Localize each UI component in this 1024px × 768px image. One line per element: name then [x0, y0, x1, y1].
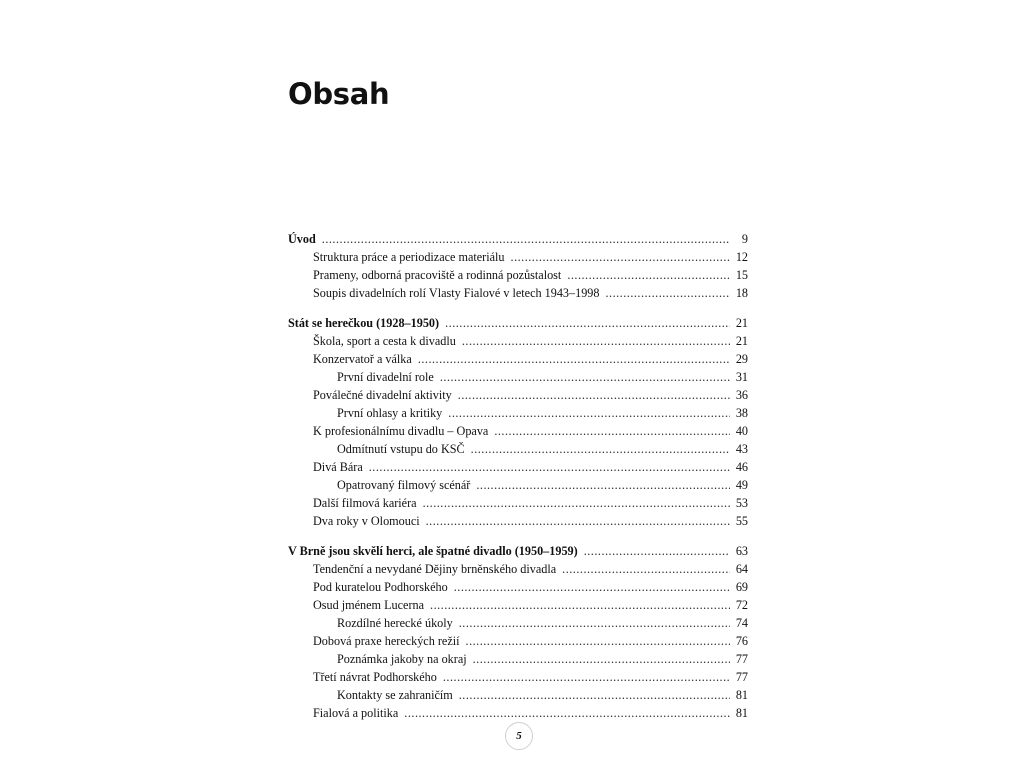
toc-entry-page: 43 — [735, 442, 748, 456]
toc-entry — [288, 266, 748, 284]
toc-entry — [288, 512, 748, 530]
toc-entry-page: 77 — [735, 670, 748, 684]
dot-leader — [473, 650, 730, 668]
toc-entry-page: 74 — [735, 616, 748, 630]
toc-entry — [288, 542, 748, 560]
toc-entry-label: Poznámka jakoby na okraj — [337, 652, 467, 666]
dot-leader — [494, 422, 730, 440]
toc-entry-page: 29 — [735, 352, 748, 366]
toc-entry-page: 63 — [735, 544, 748, 558]
toc-entry — [288, 686, 748, 704]
toc-entry — [288, 368, 748, 386]
toc-entry-label: První ohlasy a kritiky — [337, 406, 443, 420]
toc-entry — [288, 440, 748, 458]
toc-entry — [288, 284, 748, 302]
toc-entry-page: 21 — [735, 316, 748, 330]
toc-entry-label: Kontakty se zahraničím — [337, 688, 453, 702]
toc-entry-page: 18 — [735, 286, 748, 300]
dot-leader — [454, 578, 730, 596]
toc-entry-page: 40 — [735, 424, 748, 438]
toc-entry-page: 9 — [741, 232, 748, 246]
dot-leader — [476, 476, 730, 494]
toc-entry-page: 46 — [735, 460, 748, 474]
toc-entry-label: V Brně jsou skvělí herci, ale špatné divadlo (1950–1959) — [288, 544, 578, 558]
dot-leader — [404, 704, 730, 722]
dot-leader — [322, 230, 730, 248]
toc-entry-page: 55 — [735, 514, 748, 528]
toc-entry-label: Fialová a politika — [313, 706, 399, 720]
dot-leader — [418, 350, 730, 368]
toc-entry-label: Osud jménem Lucerna — [313, 598, 425, 612]
toc-entry-label: Tendenční a nevydané Dějiny brněnského divadla — [313, 562, 557, 576]
toc-entry — [288, 596, 748, 614]
page-title: Obsah — [288, 77, 390, 111]
toc-entry-page: 12 — [735, 250, 748, 264]
toc-entry — [288, 332, 748, 350]
dot-leader — [605, 284, 730, 302]
dot-leader — [462, 332, 730, 350]
toc-entry-page: 76 — [735, 634, 748, 648]
toc-entry-label: Rozdílné herecké úkoly — [337, 616, 453, 630]
toc-entry — [288, 248, 748, 266]
dot-leader — [567, 266, 730, 284]
table-of-contents — [288, 230, 748, 722]
toc-entry — [288, 632, 748, 650]
toc-entry-page: 72 — [735, 598, 748, 612]
toc-entry-page: 77 — [735, 652, 748, 666]
toc-entry-page: 69 — [735, 580, 748, 594]
dot-leader — [459, 614, 730, 632]
toc-entry-label: Odmítnutí vstupu do KSČ — [337, 442, 465, 456]
toc-entry-page: 36 — [735, 388, 748, 402]
toc-entry-label: Poválečné divadelní aktivity — [313, 388, 452, 402]
toc-entry — [288, 704, 748, 722]
toc-entry-label: Dobová praxe hereckých režií — [313, 634, 460, 648]
toc-entry-page: 21 — [735, 334, 748, 348]
toc-entry — [288, 578, 748, 596]
toc-entry-label: Prameny, odborná pracoviště a rodinná pozůstalost — [313, 268, 562, 282]
toc-entry-label: Úvod — [288, 232, 316, 246]
dot-leader — [369, 458, 730, 476]
toc-entry-label: Konzervatoř a válka — [313, 352, 412, 366]
toc-entry-label: Opatrovaný filmový scénář — [337, 478, 471, 492]
toc-entry — [288, 458, 748, 476]
dot-leader — [443, 668, 730, 686]
toc-entry-label: První divadelní role — [337, 370, 434, 384]
toc-entry-label: Soupis divadelních rolí Vlasty Fialové v letech 1943–1998 — [313, 286, 600, 300]
toc-entry-page: 81 — [735, 706, 748, 720]
dot-leader — [430, 596, 730, 614]
toc-entry-label: Další filmová kariéra — [313, 496, 417, 510]
toc-entry — [288, 230, 748, 248]
dot-leader — [471, 440, 730, 458]
toc-entry — [288, 476, 748, 494]
toc-entry-label: Pod kuratelou Podhorského — [313, 580, 448, 594]
dot-leader — [448, 404, 730, 422]
dot-leader — [445, 314, 730, 332]
dot-leader — [511, 248, 730, 266]
toc-entry — [288, 614, 748, 632]
toc-entry-label: Struktura práce a periodizace materiálu — [313, 250, 505, 264]
toc-entry — [288, 404, 748, 422]
page-number-badge: 5 — [505, 722, 533, 750]
toc-entry — [288, 422, 748, 440]
toc-entry — [288, 314, 748, 332]
dot-leader — [423, 494, 730, 512]
dot-leader — [584, 542, 730, 560]
dot-leader — [459, 686, 730, 704]
toc-entry — [288, 668, 748, 686]
dot-leader — [466, 632, 730, 650]
toc-entry-page: 31 — [735, 370, 748, 384]
toc-entry — [288, 650, 748, 668]
toc-entry-label: Škola, sport a cesta k divadlu — [313, 334, 456, 348]
toc-entry-page: 15 — [735, 268, 748, 282]
toc-entry-label: K profesionálnímu divadlu – Opava — [313, 424, 489, 438]
dot-leader — [426, 512, 730, 530]
toc-entry-label: Divá Bára — [313, 460, 363, 474]
dot-leader — [562, 560, 730, 578]
toc-entry-label: Dva roky v Olomouci — [313, 514, 420, 528]
toc-entry-page: 49 — [735, 478, 748, 492]
toc-entry — [288, 494, 748, 512]
toc-entry-page: 81 — [735, 688, 748, 702]
toc-entry — [288, 386, 748, 404]
dot-leader — [440, 368, 730, 386]
toc-entry — [288, 560, 748, 578]
dot-leader — [458, 386, 730, 404]
toc-entry-label: Stát se herečkou (1928–1950) — [288, 316, 440, 330]
toc-entry-page: 53 — [735, 496, 748, 510]
toc-entry-page: 38 — [735, 406, 748, 420]
toc-entry-page: 64 — [735, 562, 748, 576]
toc-entry-label: Třetí návrat Podhorského — [313, 670, 437, 684]
toc-entry — [288, 350, 748, 368]
